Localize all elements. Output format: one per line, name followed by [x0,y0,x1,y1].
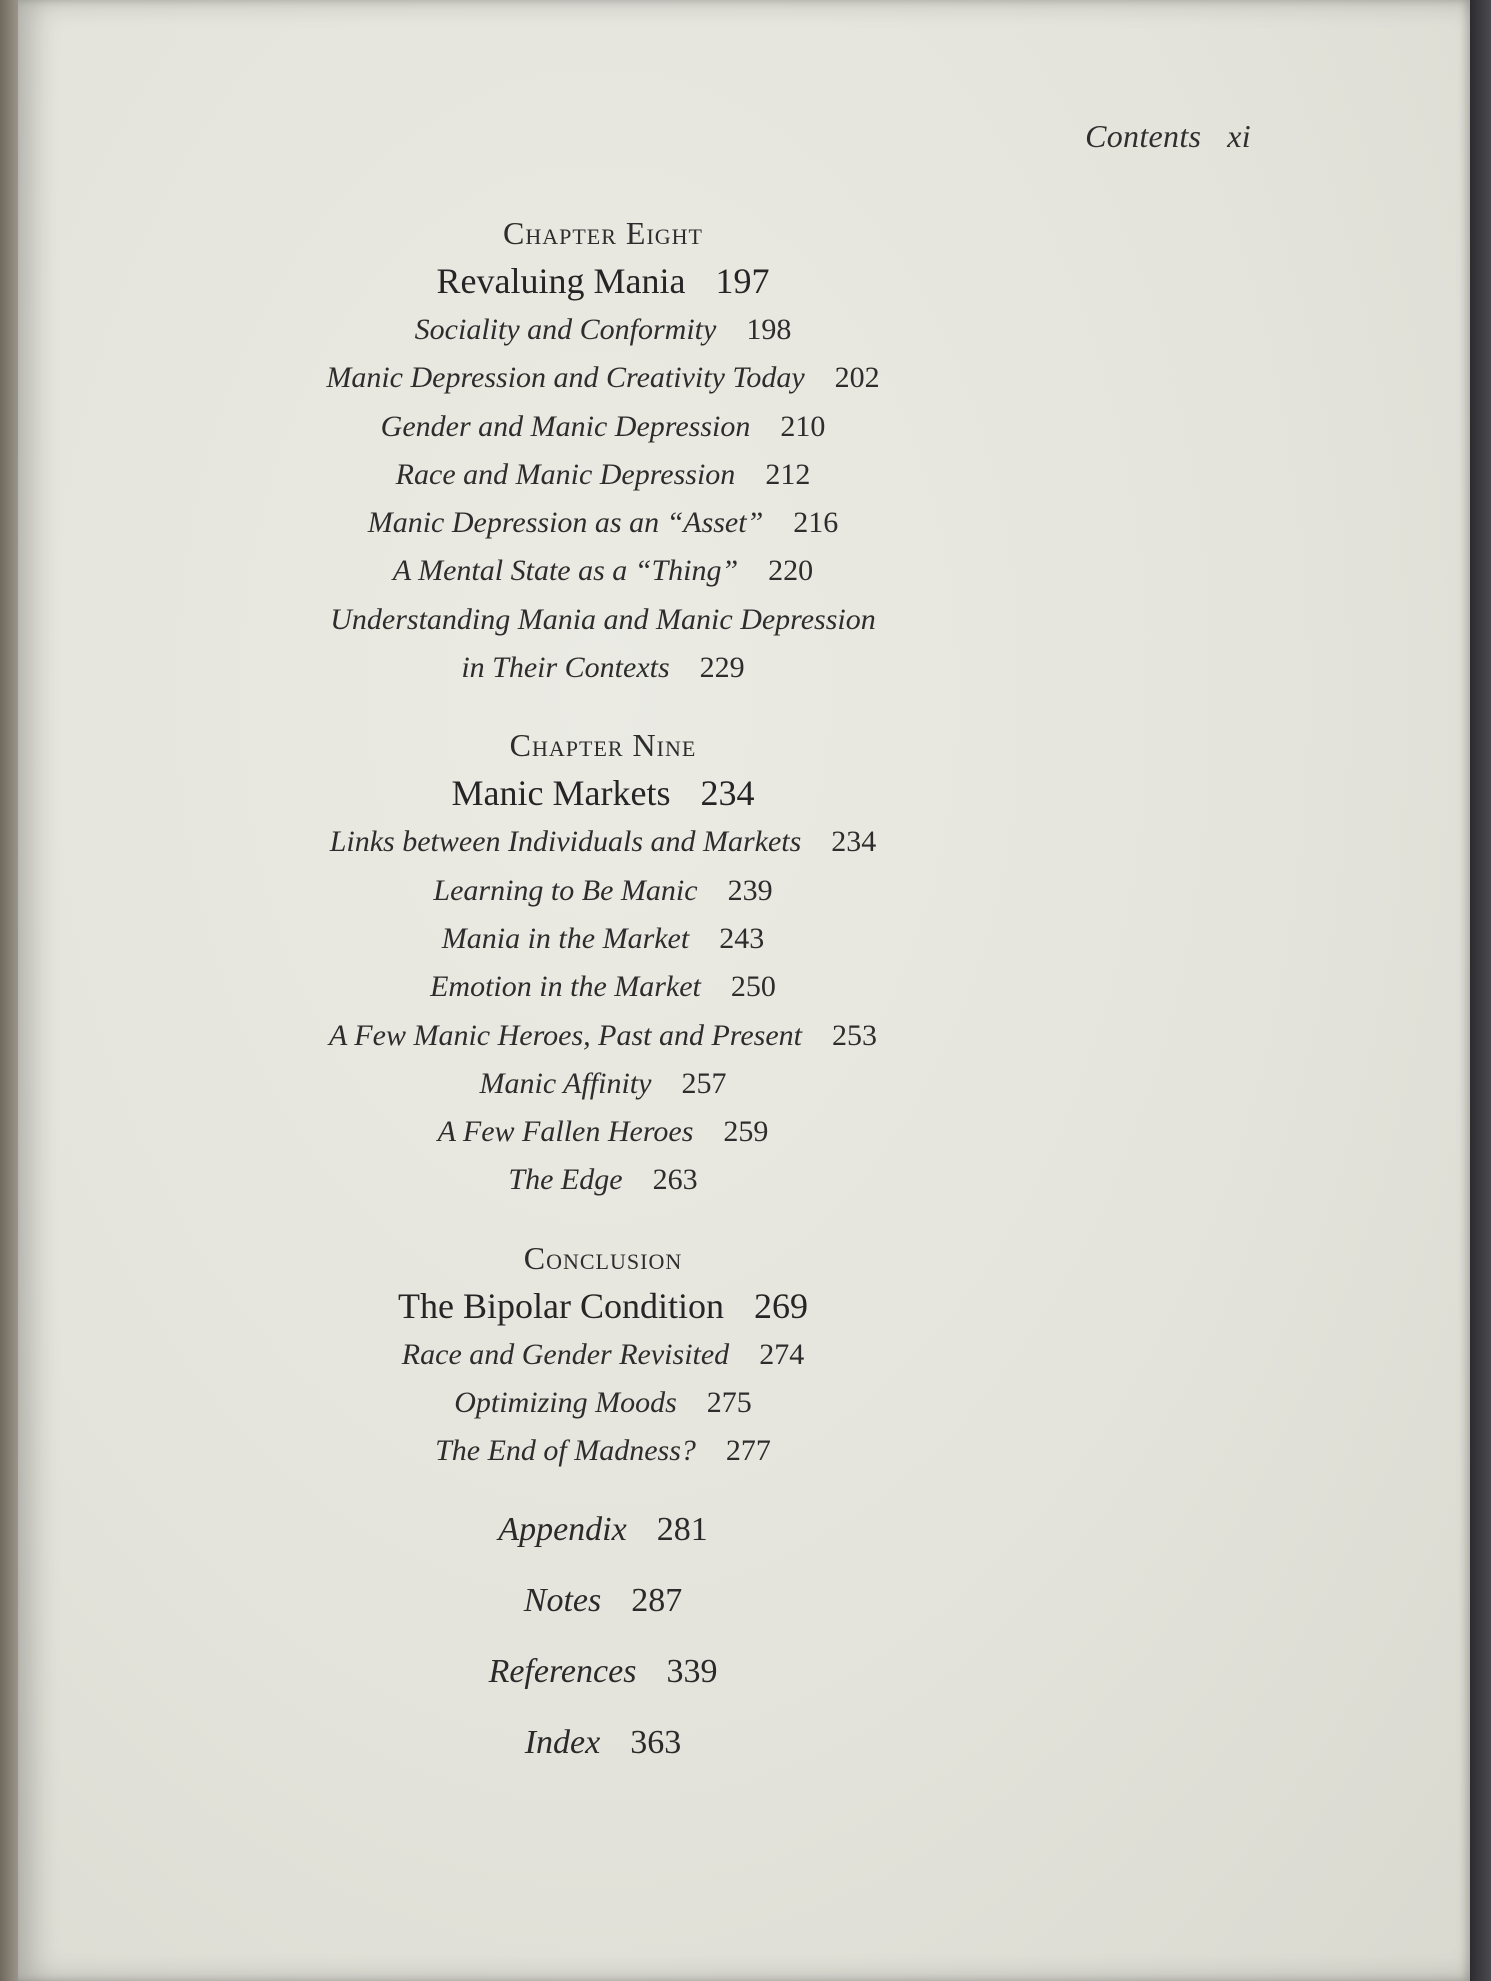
entry-page: 216 [793,506,839,540]
entry-page: 250 [730,970,776,1004]
entry-page: 229 [699,651,745,685]
toc-entry [18,451,1188,499]
entry-page: 339 [666,1652,718,1690]
toc-section-chapter-nine [18,722,1188,1204]
chapter-label: Conclusion [523,1239,683,1276]
back-matter-entry [18,1565,1188,1636]
toc-entry [18,963,1188,1011]
entry-text: Notes [523,1581,602,1619]
entry-text: The Edge [508,1163,623,1197]
entry-text: Appendix [498,1510,627,1548]
entry-text: Emotion in the Market [430,970,701,1004]
toc-entry [18,867,1188,915]
entry-page: 259 [723,1115,769,1149]
entry-page: 287 [631,1581,683,1619]
entry-text: A Few Manic Heroes, Past and Present [329,1018,802,1052]
chapter-page: 234 [700,773,755,814]
book-spine-shadow [0,0,18,1981]
back-matter-entry [18,1707,1188,1778]
entry-text: in Their Contexts [461,651,670,685]
toc-entry [18,1156,1188,1204]
entry-text: Race and Manic Depression [395,457,736,491]
entry-page: 257 [681,1066,727,1100]
entry-text: Understanding Mania and Manic Depression [330,602,876,636]
entry-text: A Few Fallen Heroes [437,1115,694,1149]
back-matter-entry [18,1494,1188,1565]
entry-page: 253 [831,1018,877,1052]
entry-page: 274 [759,1337,805,1371]
toc-entry [18,306,1188,354]
entry-text: Manic Affinity [479,1066,652,1100]
entry-text: Manic Depression as an “Asset” [367,506,764,540]
chapter-title-text: Manic Markets [451,773,671,814]
running-head-title: Contents [1085,118,1202,154]
chapter-title [18,256,1188,306]
toc-entry [18,1379,1188,1427]
entry-text: Optimizing Moods [454,1386,677,1420]
entry-text: Sociality and Conformity [414,313,717,346]
entry-text: References [488,1652,637,1690]
entry-text: Manic Depression and Creativity Today [326,361,805,395]
toc-entry [18,1108,1188,1156]
running-head-page: xi [1227,118,1251,154]
table-of-contents [18,210,1458,1778]
toc-entry-continuation [18,644,1188,692]
entry-page: 263 [652,1163,698,1197]
entry-text: Gender and Manic Depression [380,409,751,443]
entry-text: A Mental State as a “Thing” [392,554,739,588]
toc-entry [18,403,1188,451]
entry-text: The End of Madness? [435,1434,696,1468]
toc-entry [18,499,1188,547]
toc-entry [18,1427,1188,1475]
chapter-title [18,768,1188,818]
back-matter-entry [18,1636,1188,1707]
entry-text: Index [524,1723,601,1761]
entry-page: 281 [656,1510,708,1548]
entry-page: 234 [831,825,877,859]
toc-entry [18,1331,1188,1379]
chapter-page: 269 [753,1285,808,1326]
entry-text: Mania in the Market [441,921,690,955]
page-edge [1470,0,1491,1981]
toc-section-chapter-eight [18,210,1188,692]
toc-entry [18,354,1188,402]
chapter-title-text: Revaluing Mania [436,261,686,301]
toc-entry [18,915,1188,963]
toc-entry [18,1012,1188,1060]
toc-entry [18,596,1188,644]
entry-page: 220 [768,554,814,588]
toc-entry [18,547,1188,595]
toc-back-matter [18,1494,1188,1778]
chapter-label: Chapter Eight [503,215,703,251]
entry-text: Learning to Be Manic [433,873,698,907]
toc-entry [18,818,1188,866]
entry-page: 243 [719,921,765,955]
chapter-page: 197 [715,261,770,301]
entry-text: Links between Individuals and Markets [329,825,802,859]
entry-page: 202 [834,361,880,395]
entry-page: 210 [780,409,826,443]
entry-page: 277 [725,1434,771,1468]
chapter-title-text: The Bipolar Condition [398,1285,724,1326]
toc-entry [18,1060,1188,1108]
entry-page: 239 [727,873,773,907]
chapter-title [18,1281,1188,1331]
running-head [1085,118,1251,155]
entry-page: 198 [746,313,792,346]
entry-page: 275 [706,1386,752,1420]
chapter-label: Chapter Nine [509,727,697,764]
entry-page: 212 [765,457,811,491]
entry-text: Race and Gender Revisited [401,1337,730,1371]
entry-page: 363 [630,1723,682,1761]
toc-section-conclusion [18,1235,1188,1476]
